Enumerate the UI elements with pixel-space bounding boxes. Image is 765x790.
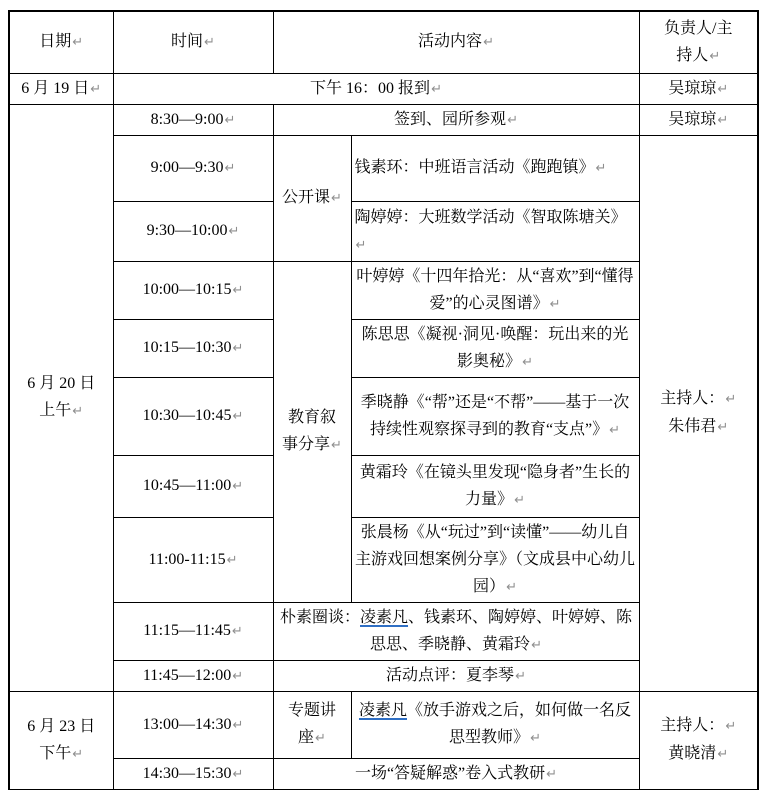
time-cell <box>113 377 273 455</box>
paragraph-mark: ↵ <box>514 492 525 508</box>
paragraph-mark: ↵ <box>224 112 236 128</box>
paragraph-mark: ↵ <box>232 766 244 782</box>
category-label-line2: 座 <box>298 729 315 746</box>
paragraph-mark: ↵ <box>549 296 561 312</box>
paragraph-mark: ↵ <box>232 283 244 298</box>
header-date-label: 日期 <box>39 33 72 51</box>
underlined-name: 凌素凡 <box>358 702 407 719</box>
paragraph-mark: ↵ <box>431 81 442 97</box>
category-label: 公开课 <box>282 189 331 206</box>
header-cell-time <box>113 11 273 73</box>
activity-cell <box>351 201 639 261</box>
host-label: 主持人： <box>660 717 725 734</box>
activity-text: 张晨杨《从“玩过”到“读懂”——幼儿自主游戏回想案例分享》（文成县中心幼儿园） <box>355 523 636 595</box>
paragraph-mark: ↵ <box>709 48 721 64</box>
paragraph-mark: ↵ <box>331 438 342 453</box>
paragraph-mark: ↵ <box>90 81 102 97</box>
activity-text: 一场“答疑解惑”卷入式教研 <box>354 764 546 782</box>
activity-cell-research <box>273 758 639 790</box>
paragraph-mark: ↵ <box>232 341 244 356</box>
time-text: 10:15—10:30 <box>142 339 232 356</box>
paragraph-mark: ↵ <box>717 420 729 435</box>
host-cell <box>639 73 758 104</box>
activity-cell <box>351 455 639 517</box>
header-time-label: 时间 <box>171 33 204 51</box>
paragraph-mark: ↵ <box>315 731 326 746</box>
activity-cell <box>351 261 639 319</box>
paragraph-mark: ↵ <box>331 191 342 206</box>
paragraph-mark: ↵ <box>507 112 518 128</box>
activity-text-suffix: 《放手游戏之后，如何做一名反思型教师》 <box>407 702 632 746</box>
time-text: 9:00—9:30 <box>150 159 224 176</box>
date-text-line1: 6 月 23 日 <box>27 717 96 735</box>
activity-text: 黄霜玲《在镜头里发现“隐身者”生长的力量》 <box>359 463 631 508</box>
time-text: 8:30—9:00 <box>150 110 224 128</box>
activity-cell-signin <box>273 104 639 135</box>
header-cell-activity <box>273 11 639 73</box>
time-cell <box>113 104 273 135</box>
time-text: 11:00-11:15 <box>148 550 226 568</box>
activity-text: 下午 16：00 报到 <box>310 79 431 97</box>
activity-cell-review <box>273 660 639 691</box>
header-row <box>9 11 758 73</box>
time-cell <box>113 602 273 660</box>
paragraph-mark: ↵ <box>530 731 541 746</box>
time-text: 9:30—10:00 <box>146 222 228 239</box>
activity-text: 叶婷婷《十四年拾光：从“喜欢”到“懂得爱”的心灵图谱》 <box>356 267 634 312</box>
category-label-line1: 专题讲 <box>287 702 336 719</box>
host-cell-morning <box>639 135 758 691</box>
paragraph-mark: ↵ <box>725 719 737 734</box>
category-cell-narrative <box>273 261 351 602</box>
time-cell <box>113 319 273 377</box>
time-cell <box>113 660 273 691</box>
paragraph-mark: ↵ <box>725 392 737 407</box>
paragraph-mark: ↵ <box>506 579 517 595</box>
date-text-line2: 上午 <box>39 402 72 419</box>
host-name: 朱伟君 <box>668 418 717 435</box>
paragraph-mark: ↵ <box>72 746 84 762</box>
host-name: 黄晓清 <box>668 745 717 762</box>
underlined-name: 凌素凡 <box>360 608 409 626</box>
category-label-line1: 教育叙 <box>287 409 336 426</box>
header-cell-host <box>639 11 758 73</box>
activity-text: 签到、园所参观 <box>394 110 507 128</box>
paragraph-mark: ↵ <box>232 668 244 684</box>
paragraph-mark: ↵ <box>483 35 494 51</box>
host-label: 主持人： <box>660 390 725 407</box>
time-cell <box>113 201 273 261</box>
paragraph-mark: ↵ <box>232 479 244 494</box>
paragraph-mark: ↵ <box>72 404 84 419</box>
row-open-class-1 <box>9 135 758 201</box>
paragraph-mark: ↵ <box>224 161 236 176</box>
paragraph-mark: ↵ <box>546 766 558 782</box>
date-text-line1: 6 月 20 日 <box>27 375 96 392</box>
activity-cell-lecture <box>351 691 639 758</box>
date-text-line2: 下午 <box>39 744 72 762</box>
activity-cell-checkin <box>113 73 639 104</box>
activity-cell <box>351 135 639 201</box>
paragraph-mark: ↵ <box>355 237 367 253</box>
time-cell <box>113 455 273 517</box>
paragraph-mark: ↵ <box>226 552 238 568</box>
time-text: 10:45—11:00 <box>142 477 232 494</box>
date-cell-june19 <box>9 73 113 104</box>
time-cell <box>113 517 273 602</box>
header-cell-date <box>9 11 113 73</box>
activity-cell <box>351 517 639 602</box>
activity-text-prefix: 朴素圈谈： <box>279 608 360 626</box>
paragraph-mark: ↵ <box>72 35 84 51</box>
host-name: 吴琼琼 <box>668 79 717 97</box>
category-cell-lecture <box>273 691 351 758</box>
paragraph-mark: ↵ <box>228 224 240 239</box>
time-cell <box>113 135 273 201</box>
paragraph-mark: ↵ <box>522 354 533 370</box>
row-june19 <box>9 73 758 104</box>
header-host-label-line2: 持人 <box>676 46 709 64</box>
date-cell-june20 <box>9 104 113 691</box>
host-cell <box>639 104 758 135</box>
header-host-label-line1: 负责人/主 <box>664 19 733 37</box>
activity-cell <box>351 319 639 377</box>
paragraph-mark: ↵ <box>515 668 526 684</box>
paragraph-mark: ↵ <box>204 35 215 51</box>
activity-text: 活动点评：夏李琴 <box>386 666 515 684</box>
row-signin <box>9 104 758 135</box>
activity-text: 陶婷婷：大班数学活动《智取陈塘关》 <box>354 208 627 226</box>
paragraph-mark: ↵ <box>595 161 607 176</box>
paragraph-mark: ↵ <box>231 624 243 639</box>
activity-cell-circle-talk <box>273 602 639 660</box>
paragraph-mark: ↵ <box>717 112 729 128</box>
category-cell-open-class <box>273 135 351 261</box>
time-cell <box>113 691 273 758</box>
time-text: 10:00—10:15 <box>142 281 232 298</box>
time-text: 13:00—14:30 <box>142 715 232 733</box>
activity-text: 钱素环：中班语言活动《跑跑镇》 <box>354 159 595 176</box>
date-text: 6 月 19 日 <box>21 79 90 97</box>
time-text: 11:45—12:00 <box>142 666 232 684</box>
category-label-line2: 事分享 <box>282 436 331 453</box>
date-cell-june23 <box>9 691 113 790</box>
schedule-table <box>8 10 759 790</box>
time-text: 10:30—10:45 <box>142 407 232 424</box>
paragraph-mark: ↵ <box>531 637 542 653</box>
activity-text: 季晓静《“帮”还是“不帮”——基于一次持续性观察探寻到的教育“支点”》 <box>360 393 630 438</box>
activity-cell <box>351 377 639 455</box>
paragraph-mark: ↵ <box>232 717 244 733</box>
paragraph-mark: ↵ <box>717 81 729 97</box>
paragraph-mark: ↵ <box>609 422 621 438</box>
time-cell <box>113 758 273 790</box>
paragraph-mark: ↵ <box>232 409 244 424</box>
paragraph-mark: ↵ <box>717 747 729 762</box>
time-cell <box>113 261 273 319</box>
header-activity-label: 活动内容 <box>418 33 483 51</box>
row-lecture <box>9 691 758 758</box>
host-cell-afternoon <box>639 691 758 790</box>
time-text: 14:30—15:30 <box>142 764 232 782</box>
time-text: 11:15—11:45 <box>143 622 231 639</box>
activity-text: 陈思思《凝视·洞见·唤醒：玩出来的光影奥秘》 <box>361 325 629 370</box>
host-name: 吴琼琼 <box>668 110 717 128</box>
activity-text-suffix: 、钱素环、陶婷婷、叶婷婷、陈思思、季晓静、黄霜玲 <box>370 608 633 653</box>
